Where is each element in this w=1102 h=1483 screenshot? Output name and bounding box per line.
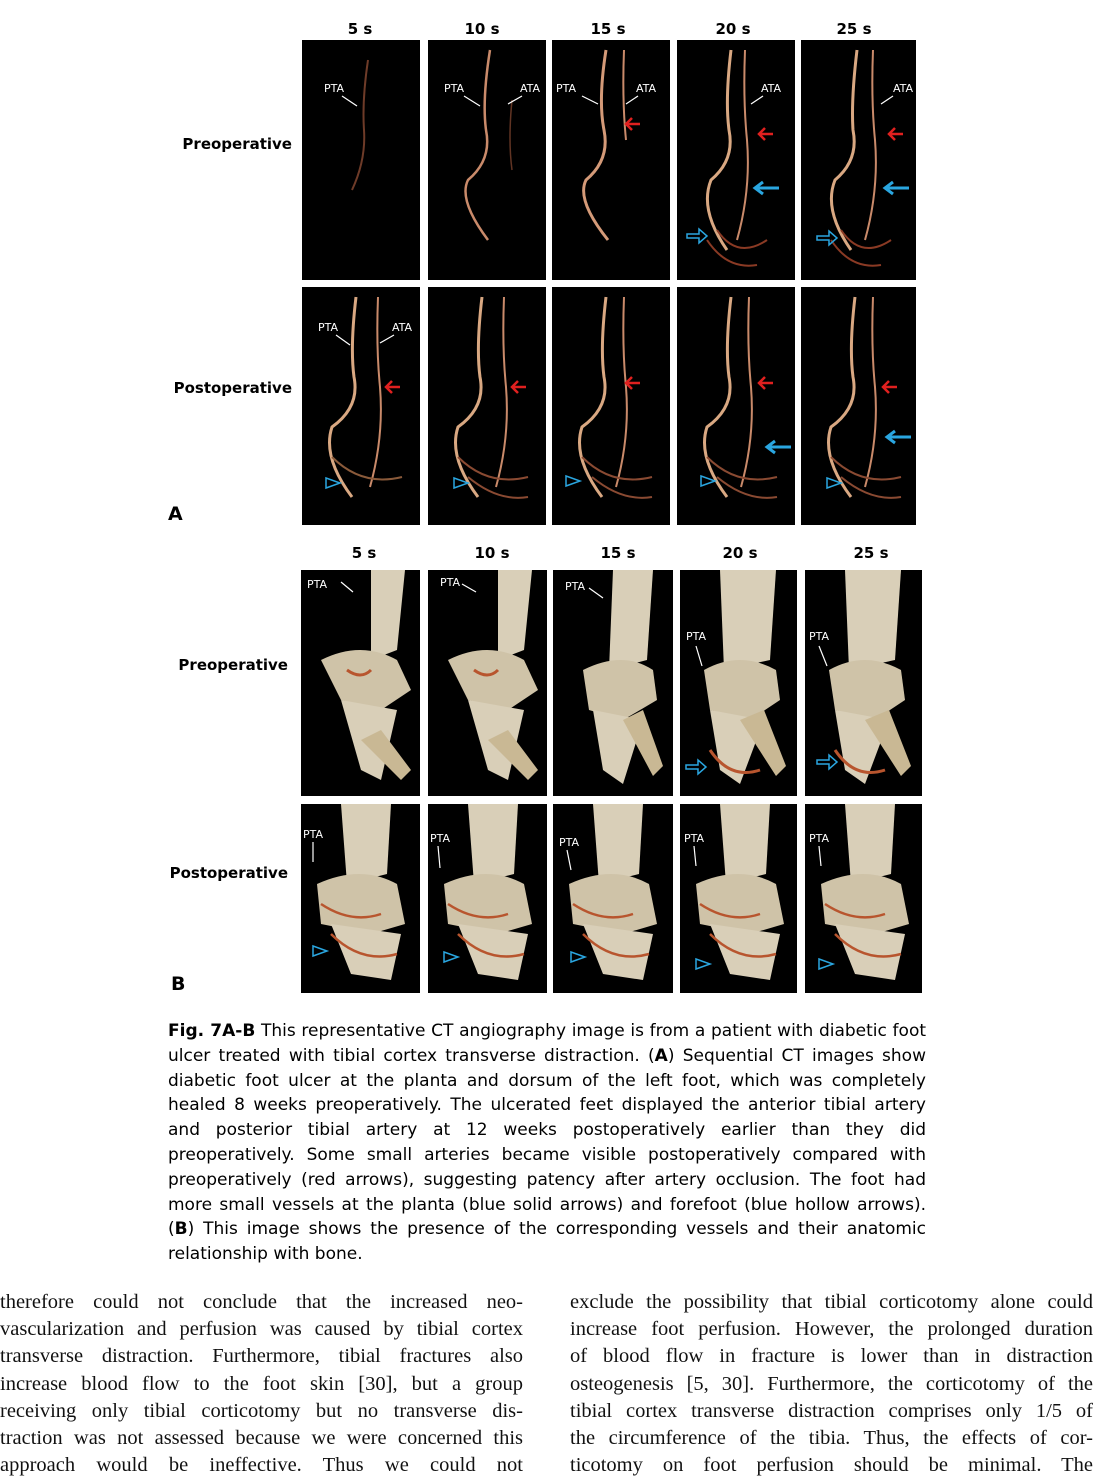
text-line: ticotomy on foot perfusion should be minimal. The bbox=[570, 1454, 1093, 1477]
pta-label: PTA bbox=[684, 832, 705, 845]
blue-hollow-arrow-icon bbox=[817, 755, 837, 769]
blue-triangle-icon bbox=[571, 952, 585, 962]
caption-intro: This representative CT angiography image is from a patient with diabetic foot ulcer treated with tibial cortex transverse distraction. ( bbox=[168, 1021, 927, 1066]
pta-label: PTA bbox=[686, 630, 707, 643]
pta-label: PTA bbox=[440, 576, 461, 589]
angio-panel-post-15s bbox=[552, 287, 670, 525]
red-arrow-icon bbox=[512, 381, 526, 393]
bone-panel-pre-20s bbox=[680, 570, 797, 796]
time-label-15s-a: 15 s bbox=[590, 20, 626, 38]
panel-letter-b: B bbox=[171, 973, 186, 995]
blue-solid-arrow-icon bbox=[887, 431, 911, 443]
ata-label: ATA bbox=[520, 82, 541, 95]
pta-label: PTA bbox=[444, 82, 465, 95]
pta-label: PTA bbox=[809, 630, 830, 643]
row-label-postoperative-a: Postoperative bbox=[173, 379, 292, 397]
text-line: tibial cortex transverse distraction comprises only 1/5 of bbox=[570, 1399, 1093, 1422]
blue-hollow-arrow-icon bbox=[686, 760, 706, 774]
pta-label: PTA bbox=[303, 828, 324, 841]
ata-label: ATA bbox=[636, 82, 657, 95]
red-arrow-icon bbox=[759, 128, 773, 140]
blue-solid-arrow-icon bbox=[885, 182, 909, 194]
pta-label: PTA bbox=[307, 578, 328, 591]
row-label-preoperative-b: Preoperative bbox=[178, 656, 288, 674]
time-label-10s-b: 10 s bbox=[474, 544, 510, 562]
bone-panel-post-20s bbox=[680, 804, 797, 993]
time-label-10s-a: 10 s bbox=[464, 20, 500, 38]
row-label-preoperative-a: Preoperative bbox=[182, 135, 292, 153]
time-label-5s-b: 5 s bbox=[351, 544, 377, 562]
caption-text-a: ) Sequential CT images show diabetic foot ulcer at the planta and dorsum of the left foot, which was completely healed 8 weeks preoperatively. The ulcerated feet displayed the anterior tibial artery and posterior tibial artery at 12 weeks postoperatively earlier than they did preoperatively. Some small arteries became visible postoperatively compared with preoperatively (red arrows), suggesting patency after artery occlusion. The foot had more small vessels at the planta (blue solid arrows) and forefoot (blue hollow arrows). ( bbox=[168, 1045, 926, 1240]
red-arrow-icon bbox=[386, 381, 400, 393]
time-label-20s-a: 20 s bbox=[715, 20, 751, 38]
angio-panel-pre-15s bbox=[552, 40, 670, 280]
text-line: approach would be ineffective. Thus we could not bbox=[0, 1454, 523, 1477]
ata-label: ATA bbox=[392, 321, 413, 334]
text-line: receiving only tibial corticotomy but no transverse dis- bbox=[0, 1399, 523, 1422]
red-arrow-icon bbox=[883, 381, 897, 393]
pta-label: PTA bbox=[809, 832, 830, 845]
bone-panel-post-5s bbox=[301, 804, 420, 993]
pta-label: PTA bbox=[318, 321, 339, 334]
pta-label: PTA bbox=[324, 82, 345, 95]
text-line: traction was not assessed because we were concerned this bbox=[0, 1427, 523, 1450]
figure-caption bbox=[168, 1019, 926, 1267]
angio-panel-post-25s bbox=[801, 287, 916, 525]
red-arrow-icon bbox=[759, 377, 773, 389]
blue-triangle-icon bbox=[696, 959, 710, 969]
ata-label: ATA bbox=[761, 82, 782, 95]
row-label-postoperative-b: Postoperative bbox=[169, 864, 288, 882]
body-text-right-column bbox=[570, 1289, 1093, 1479]
angio-panel-post-20s bbox=[677, 287, 795, 525]
red-arrow-icon bbox=[626, 377, 640, 389]
blue-triangle-icon bbox=[326, 478, 340, 488]
time-label-5s-a: 5 s bbox=[347, 20, 373, 38]
blue-hollow-arrow-icon bbox=[687, 229, 707, 243]
red-arrow-icon bbox=[626, 118, 640, 130]
blue-triangle-icon bbox=[444, 952, 458, 962]
angio-panel-post-5s bbox=[302, 287, 420, 525]
bone-panel-pre-25s bbox=[805, 570, 922, 796]
bone-panel-pre-10s bbox=[428, 570, 547, 796]
bone-panel-post-15s bbox=[553, 804, 673, 993]
pta-label: PTA bbox=[430, 832, 451, 845]
text-line: transverse distraction. Furthermore, tibial fractures also bbox=[0, 1345, 523, 1368]
text-line: the circumference of the tibia. Thus, the effects of cor- bbox=[570, 1427, 1093, 1450]
time-label-20s-b: 20 s bbox=[722, 544, 758, 562]
bone-panel-post-10s bbox=[428, 804, 547, 993]
angio-panel-pre-20s bbox=[677, 40, 795, 280]
bone-panel-pre-5s bbox=[301, 570, 420, 796]
angio-panel-post-10s bbox=[428, 287, 546, 525]
bone-panel-pre-15s bbox=[553, 570, 673, 796]
time-label-15s-b: 15 s bbox=[600, 544, 636, 562]
angio-panel-pre-10s bbox=[428, 40, 546, 280]
text-line: vascularization and perfusion was caused by tibial cortex bbox=[0, 1318, 523, 1341]
ata-label: ATA bbox=[893, 82, 914, 95]
pta-label: PTA bbox=[559, 836, 580, 849]
caption-ref-a: A bbox=[654, 1045, 668, 1066]
text-line: osteogenesis [5, 30]. Furthermore, the corticotomy of the bbox=[570, 1372, 1093, 1395]
blue-triangle-icon bbox=[566, 476, 580, 486]
bone-panel-post-25s bbox=[805, 804, 922, 993]
text-line: increase foot perfusion. However, the prolonged duration bbox=[570, 1318, 1093, 1341]
body-text-left-column bbox=[0, 1289, 523, 1479]
caption-text-b: ) This image shows the presence of the corresponding vessels and their anatomic relationship with bone. bbox=[168, 1219, 926, 1265]
text-line: therefore could not conclude that the increased neo- bbox=[0, 1291, 523, 1313]
angio-panel-pre-5s bbox=[302, 40, 420, 280]
pta-label: PTA bbox=[565, 580, 586, 593]
pta-label: PTA bbox=[556, 82, 577, 95]
blue-solid-arrow-icon bbox=[755, 182, 779, 194]
red-arrow-icon bbox=[889, 128, 903, 140]
blue-triangle-icon bbox=[819, 959, 833, 969]
blue-solid-arrow-icon bbox=[767, 441, 791, 453]
text-line: of blood flow in fracture is lower than in distraction bbox=[570, 1345, 1093, 1368]
panel-letter-a: A bbox=[168, 503, 183, 525]
text-line: exclude the possibility that tibial corticotomy alone could bbox=[570, 1291, 1093, 1313]
time-label-25s-a: 25 s bbox=[836, 20, 872, 38]
text-line: increase blood flow to the foot skin [30], but a group bbox=[0, 1372, 523, 1395]
caption-ref-b: B bbox=[174, 1219, 188, 1240]
angio-panel-pre-25s bbox=[801, 40, 916, 280]
caption-label: Fig. 7A-B bbox=[168, 1021, 256, 1041]
time-label-25s-b: 25 s bbox=[853, 544, 889, 562]
blue-triangle-icon bbox=[313, 946, 327, 956]
